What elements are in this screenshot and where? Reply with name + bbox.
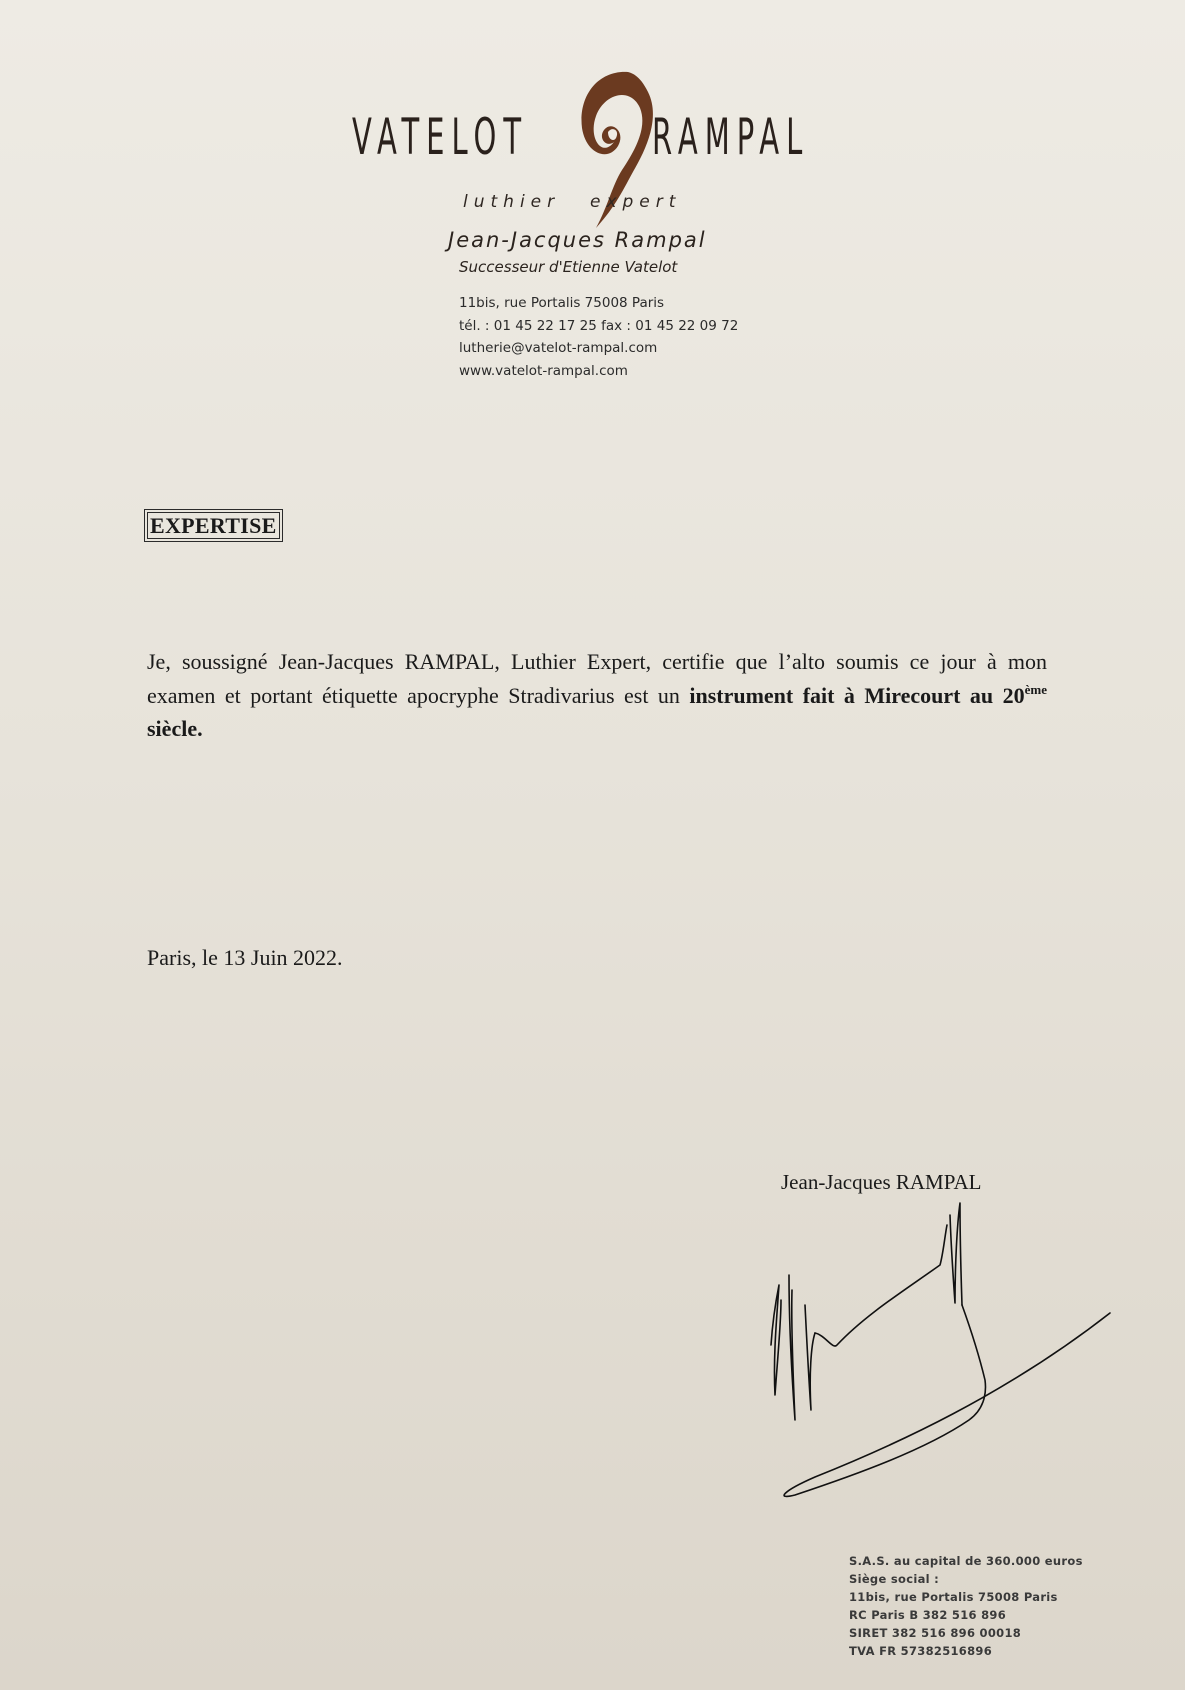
tagline-luthier: luthier (463, 192, 561, 212)
letterhead-address (459, 292, 738, 382)
body-bold-end: siècle. (147, 716, 203, 741)
date-line: Paris, le 13 Juin 2022. (147, 945, 343, 970)
footer-line: RC Paris B 382 516 896 (849, 1608, 1007, 1622)
body-bold-main: instrument fait à Mirecourt au 20 (689, 682, 1025, 708)
company-footer (849, 1552, 1083, 1660)
footer-line: SIRET 382 516 896 00018 (849, 1626, 1022, 1640)
address-line: 11bis, rue Portalis 75008 Paris (459, 295, 665, 311)
document-heading: EXPERTISE (147, 512, 280, 539)
email-link[interactable]: lutherie@vatelot-rampal.com (459, 340, 658, 356)
brand-name-left: VATELOT (352, 108, 528, 166)
footer-line: 11bis, rue Portalis 75008 Paris (849, 1590, 1058, 1604)
handwritten-signature (755, 1195, 1115, 1515)
body-superscript: ème (1024, 681, 1047, 697)
letterhead-successor: Successeur d'Etienne Vatelot (459, 258, 678, 276)
phone-fax-line: tél. : 01 45 22 17 25 fax : 01 45 22 09 72 (459, 317, 739, 334)
letterhead-name: Jean-Jacques Rampal (448, 228, 707, 252)
certification-paragraph (147, 645, 1047, 746)
tagline-expert: expert (590, 192, 682, 212)
website-link[interactable]: www.vatelot-rampal.com (459, 362, 628, 379)
brand-name-right: RAMPAL (652, 108, 810, 166)
footer-line: TVA FR 57382516896 (849, 1644, 993, 1658)
body-plain-text: Je, soussigné Jean-Jacques RAMPAL, Luthier Expert, certifie que l’alto soumis ce jour à mon examen et portant étiquette apocryphe Stradivarius est un (147, 649, 1047, 708)
signer-name: Jean-Jacques RAMPAL (781, 1170, 982, 1194)
letterhead (0, 0, 1185, 400)
footer-line: S.A.S. au capital de 360.000 euros (849, 1554, 1083, 1568)
footer-line: Siège social : (849, 1572, 940, 1586)
